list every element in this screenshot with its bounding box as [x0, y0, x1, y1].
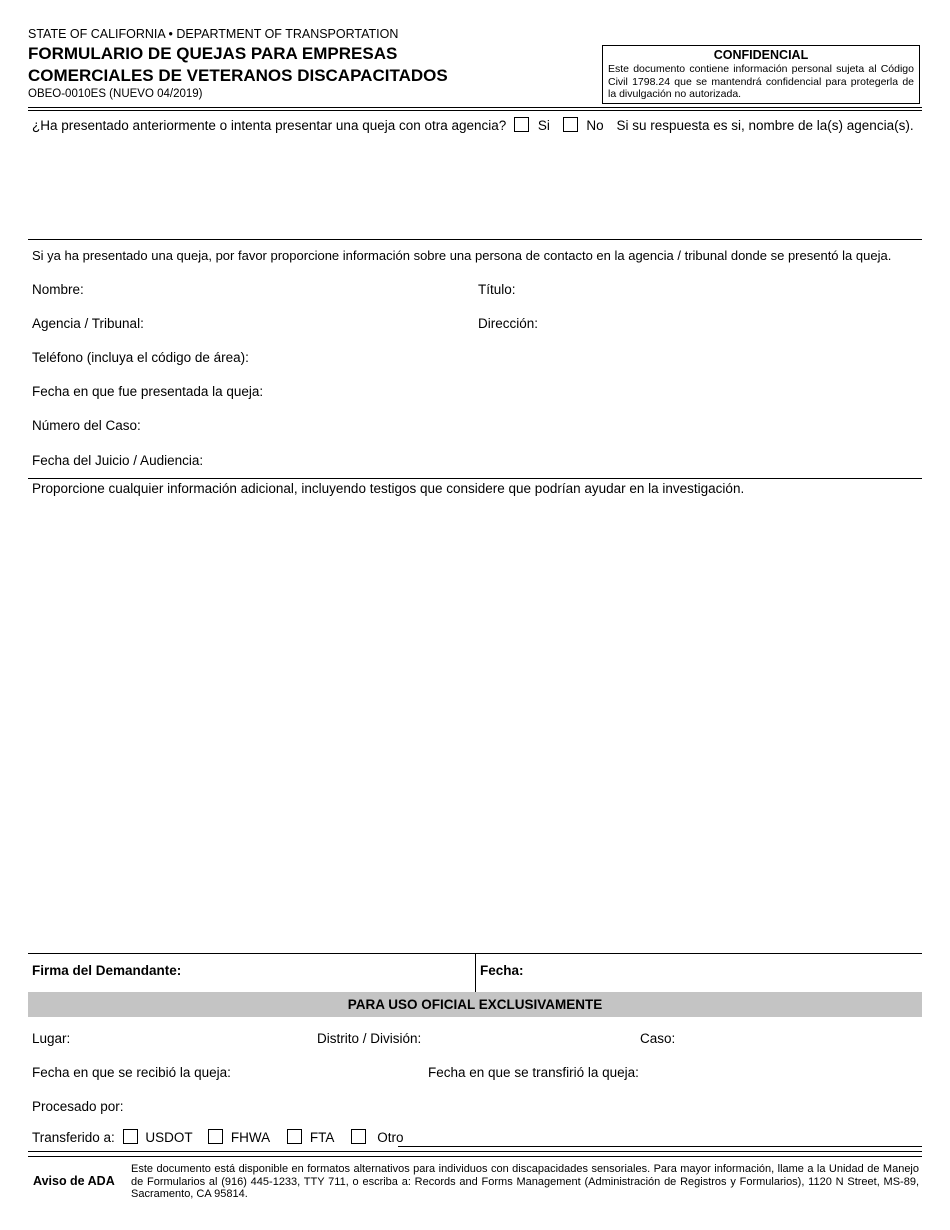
header-divider-top — [28, 107, 922, 108]
confidential-text: Este documento contiene información personal sujeta al Código Civil 1798.24 que se mantendrá confidencial para protegerla de la divulgación no autorizada. — [608, 63, 914, 100]
transferred-to-label: Transferido a: — [32, 1130, 115, 1145]
hearing-date-label: Fecha del Juicio / Audiencia: — [32, 453, 204, 468]
prior-complaint-row — [32, 117, 914, 133]
signature-column-divider — [475, 954, 476, 992]
prior-complaint-question: ¿Ha presentado anteriormente o intenta presentar una queja con otra agencia? — [32, 118, 507, 133]
additional-info-prompt: Proporcione cualquier información adicional, incluyendo testigos que considere que podrían ayudar en la investigación. — [32, 481, 745, 496]
received-date-label: Fecha en que se recibió la queja: — [32, 1065, 231, 1080]
header-divider-bottom — [28, 110, 922, 111]
district-label: Distrito / División: — [317, 1031, 422, 1046]
other-label: Otro — [377, 1130, 404, 1145]
transferred-date-label: Fecha en que se transfirió la queja: — [428, 1065, 639, 1080]
contact-name-field[interactable] — [90, 280, 470, 300]
phone-label: Teléfono (incluya el código de área): — [32, 350, 249, 365]
fta-label: FTA — [309, 1130, 334, 1145]
address-label: Dirección: — [478, 316, 539, 331]
contact-title-label: Título: — [478, 282, 516, 297]
processed-by-field[interactable] — [130, 1096, 918, 1116]
other-specify-field[interactable] — [398, 1128, 922, 1146]
address-field[interactable] — [544, 314, 918, 334]
filed-date-field[interactable] — [275, 382, 918, 402]
divider-ada-top — [28, 1151, 922, 1152]
case-field[interactable] — [680, 1028, 918, 1048]
form-title-line2: COMERCIALES DE VETERANOS DISCAPACITADOS — [28, 66, 448, 85]
official-use-banner: PARA USO OFICIAL EXCLUSIVAMENTE — [28, 992, 922, 1017]
usdot-checkbox[interactable] — [123, 1129, 138, 1144]
form-title-line1: FORMULARIO DE QUEJAS PARA EMPRESAS — [28, 44, 398, 63]
fhwa-label: FHWA — [230, 1130, 270, 1145]
agency-names-field[interactable] — [28, 136, 922, 236]
no-checkbox[interactable] — [563, 117, 578, 132]
agency-name-prompt: Si su respuesta es si, nombre de la(s) agencia(s). — [616, 118, 914, 133]
divider-ada-bottom — [28, 1156, 922, 1157]
additional-info-field[interactable] — [28, 500, 922, 950]
ada-label: Aviso de ADA — [33, 1174, 115, 1188]
agency-court-label: Agencia / Tribunal: — [32, 316, 144, 331]
transferred-date-field[interactable] — [652, 1062, 918, 1082]
yes-label: Si — [537, 118, 550, 133]
phone-field[interactable] — [260, 348, 918, 368]
confidential-box — [602, 45, 920, 104]
case-number-label: Número del Caso: — [32, 418, 141, 433]
signature-date-label: Fecha: — [480, 963, 524, 978]
divider-prior-complaint — [28, 239, 922, 240]
agency-name: STATE OF CALIFORNIA • DEPARTMENT OF TRANSPORTATION — [28, 27, 399, 41]
no-label: No — [586, 118, 604, 133]
contact-name-label: Nombre: — [32, 282, 84, 297]
transferred-to-row — [32, 1129, 403, 1145]
hearing-date-field[interactable] — [214, 451, 918, 471]
signature-label: Firma del Demandante: — [32, 963, 182, 978]
other-checkbox[interactable] — [351, 1129, 366, 1144]
fhwa-checkbox[interactable] — [208, 1129, 223, 1144]
signature-date-field[interactable] — [530, 958, 918, 988]
other-specify-line — [398, 1146, 922, 1147]
place-label: Lugar: — [32, 1031, 71, 1046]
confidential-title: CONFIDENCIAL — [713, 48, 809, 62]
contact-title-field[interactable] — [520, 280, 918, 300]
fta-checkbox[interactable] — [287, 1129, 302, 1144]
district-field[interactable] — [426, 1028, 631, 1048]
form-number: OBEO-0010ES (NUEVO 04/2019) — [28, 88, 203, 100]
case-label: Caso: — [640, 1031, 676, 1046]
place-field[interactable] — [76, 1028, 306, 1048]
processed-by-label: Procesado por: — [32, 1099, 124, 1114]
yes-checkbox[interactable] — [514, 117, 529, 132]
divider-contact — [28, 478, 922, 479]
agency-court-field[interactable] — [150, 314, 470, 334]
ada-text: Este documento está disponible en formatos alternativos para individuos con discapacidades sensoriales. Para mayor información, llame a la Unidad de Manejo de Formularios al (916) 445-1233, TTY 711, o escriba a: Records and Forms Management (Administración de Registros y Formularios), 1120 N Street, MS-89, Sacramento, CA 95814. — [131, 1163, 919, 1201]
filed-date-label: Fecha en que fue presentada la queja: — [32, 384, 264, 399]
case-number-field[interactable] — [148, 416, 918, 436]
usdot-label: USDOT — [145, 1130, 193, 1145]
received-date-field[interactable] — [242, 1062, 420, 1082]
contact-intro: Si ya ha presentado una queja, por favor proporcione información sobre una persona de contacto en la agencia / tribunal donde se presentó la queja. — [32, 248, 892, 263]
form-title — [28, 43, 448, 87]
signature-field[interactable] — [190, 958, 470, 988]
